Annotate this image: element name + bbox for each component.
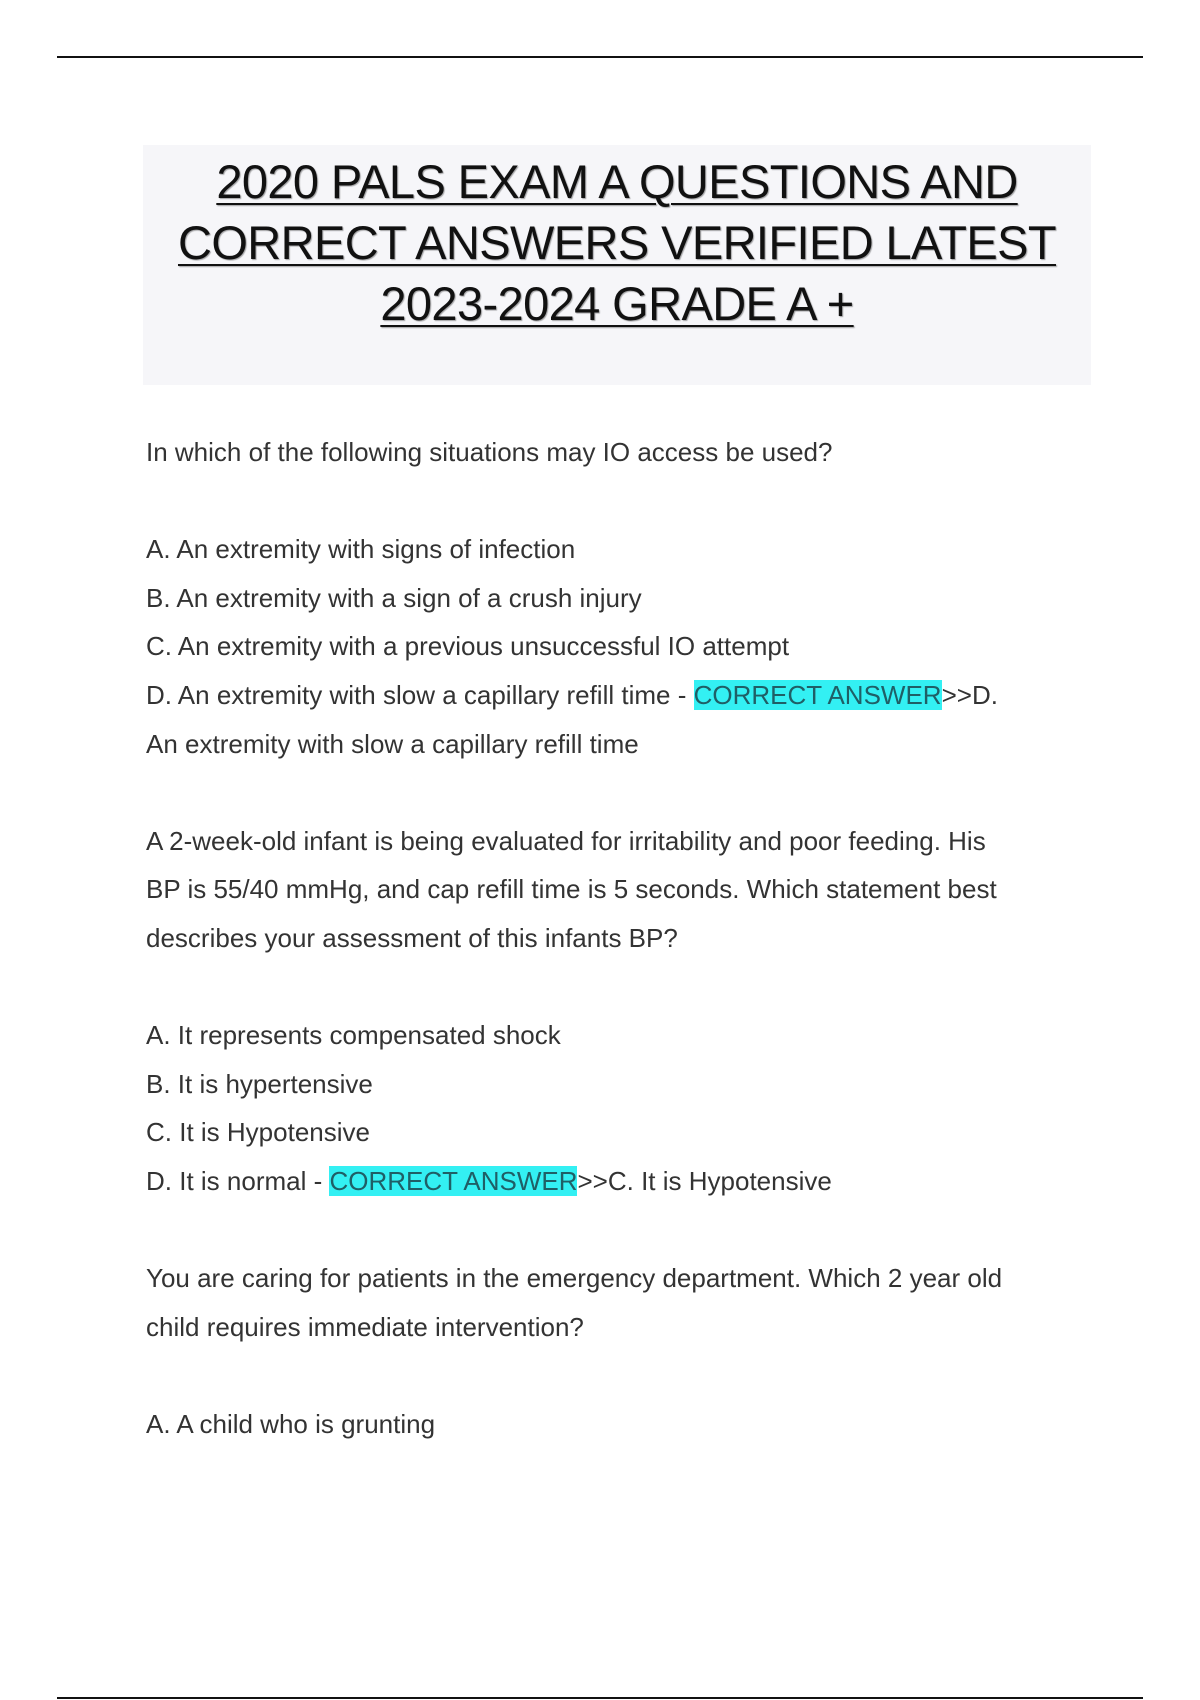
correct-answer-text: >>C. It is Hypotensive <box>577 1165 832 1196</box>
answer-option-with-answer <box>146 1157 1086 1206</box>
question-text: describes your assessment of this infants BP? <box>146 922 678 953</box>
correct-answer-highlight: CORRECT ANSWER <box>693 679 942 710</box>
answer-option: B. It is hypertensive <box>146 1068 373 1099</box>
question-text: BP is 55/40 mmHg, and cap refill time is 5 seconds. Which statement best <box>146 874 997 905</box>
correct-answer-text: >>D. <box>941 679 998 710</box>
header-rule <box>57 56 1143 58</box>
answer-option: A. A child who is grunting <box>146 1408 436 1439</box>
document-title-line: 2023-2024 GRADE A + <box>380 277 854 330</box>
answer-option-with-answer <box>146 671 1086 720</box>
answer-option: B. An extremity with a sign of a crush injury <box>146 582 642 613</box>
answer-option-prefix: D. An extremity with slow a capillary refill time - <box>146 679 694 710</box>
answer-option-prefix: D. It is normal - <box>146 1165 330 1196</box>
document-title-line: 2020 PALS EXAM A QUESTIONS AND <box>216 155 1018 208</box>
answer-option: A. An extremity with signs of infection <box>146 534 576 565</box>
answer-option: C. An extremity with a previous unsuccessful IO attempt <box>146 631 790 662</box>
correct-answer-continuation: An extremity with slow a capillary refill time <box>146 728 639 759</box>
correct-answer-highlight: CORRECT ANSWER <box>329 1165 578 1196</box>
question-text: A 2-week-old infant is being evaluated for irritability and poor feeding. His <box>146 825 986 856</box>
question-text: You are caring for patients in the emergency department. Which 2 year old <box>146 1263 1003 1294</box>
document-title-line: CORRECT ANSWERS VERIFIED LATEST <box>177 216 1057 269</box>
document-body <box>146 428 1086 1448</box>
answer-option: A. It represents compensated shock <box>146 1020 561 1051</box>
document-title-block <box>143 145 1091 385</box>
question-text: In which of the following situations may IO access be used? <box>146 437 833 467</box>
answer-option: C. It is Hypotensive <box>146 1117 370 1148</box>
question-text: child requires immediate intervention? <box>146 1311 584 1342</box>
footer-rule <box>57 1697 1143 1699</box>
